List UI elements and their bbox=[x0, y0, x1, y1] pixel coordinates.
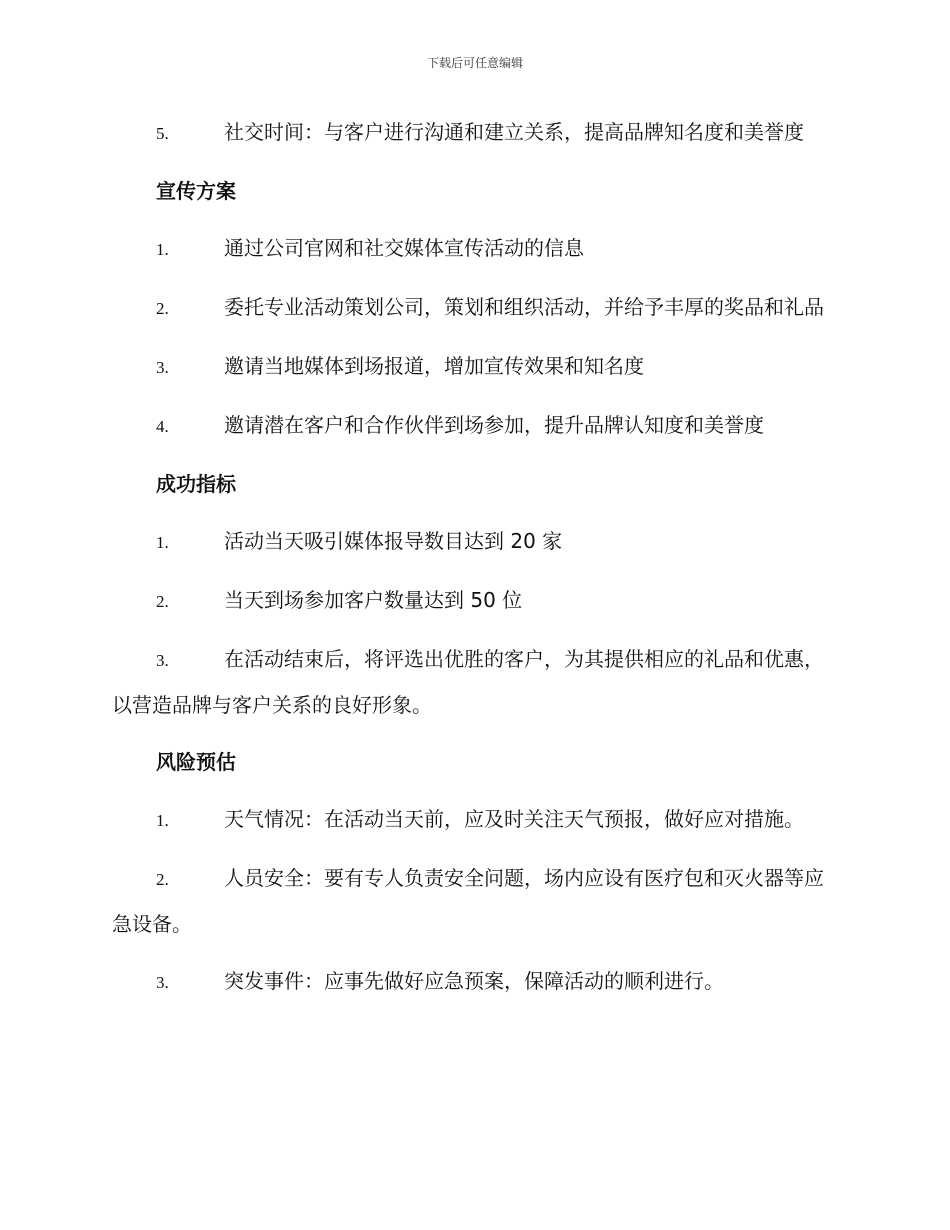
section-heading: 宣传方案 bbox=[156, 179, 236, 203]
list-number: 4. bbox=[156, 417, 169, 436]
list-number: 2. bbox=[156, 870, 169, 889]
list-item bbox=[112, 519, 832, 565]
document-body bbox=[112, 110, 832, 1018]
list-text: 突发事件：应事先做好应急预案，保障活动的顺利进行。 bbox=[224, 969, 724, 993]
list-item bbox=[112, 226, 832, 272]
list-number: 1. bbox=[156, 533, 169, 552]
list-item bbox=[112, 797, 832, 843]
list-text: 天气情况：在活动当天前，应及时关注天气预报，做好应对措施。 bbox=[224, 807, 804, 831]
header-note: 下载后可任意编辑 bbox=[426, 56, 523, 70]
list-item bbox=[112, 403, 832, 449]
list-text: 通过公司官网和社交媒体宣传活动的信息 bbox=[224, 236, 584, 260]
list-number: 5. bbox=[156, 124, 169, 143]
list-text: 社交时间：与客户进行沟通和建立关系，提高品牌知名度和美誉度 bbox=[224, 120, 804, 144]
list-item bbox=[112, 110, 832, 156]
list-item bbox=[112, 856, 832, 946]
list-number: 3. bbox=[156, 651, 169, 670]
list-text: 邀请潜在客户和合作伙伴到场参加，提升品牌认知度和美誉度 bbox=[224, 413, 764, 437]
list-item bbox=[112, 959, 832, 1005]
list-text: 人员安全：要有专人负责安全问题，场内应设有医疗包和灭火器等应急设备。 bbox=[112, 866, 824, 936]
list-number: 2. bbox=[156, 592, 169, 611]
list-item bbox=[112, 344, 832, 390]
section-heading: 成功指标 bbox=[156, 472, 236, 496]
list-item bbox=[112, 637, 832, 727]
list-text: 在活动结束后，将评选出优胜的客户，为其提供相应的礼品和优惠，以营造品牌与客户关系的良好形象。 bbox=[112, 647, 824, 717]
list-text: 委托专业活动策划公司，策划和组织活动，并给予丰厚的奖品和礼品 bbox=[224, 295, 824, 319]
list-number: 3. bbox=[156, 973, 169, 992]
list-number: 1. bbox=[156, 240, 169, 259]
list-number: 1. bbox=[156, 811, 169, 830]
list-text: 当天到场参加客户数量达到 50 位 bbox=[224, 588, 523, 612]
list-number: 2. bbox=[156, 299, 169, 318]
list-text: 活动当天吸引媒体报导数目达到 20 家 bbox=[224, 529, 563, 553]
list-text: 邀请当地媒体到场报道，增加宣传效果和知名度 bbox=[224, 354, 644, 378]
list-number: 3. bbox=[156, 358, 169, 377]
list-item bbox=[112, 578, 832, 624]
list-item bbox=[112, 285, 832, 331]
section-heading: 风险预估 bbox=[156, 750, 236, 774]
